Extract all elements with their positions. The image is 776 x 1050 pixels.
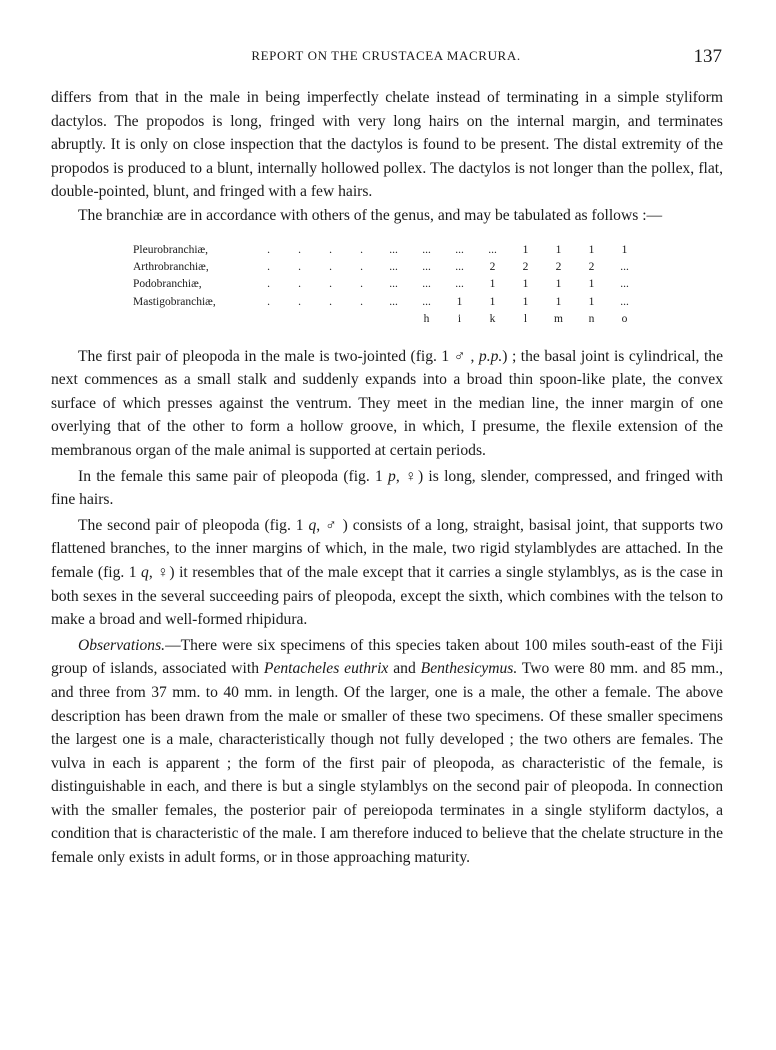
branchiae-table	[133, 242, 641, 329]
leader-dot: .	[329, 260, 332, 273]
branchiae-row-label: Mastigobranchiæ,	[133, 295, 216, 308]
leader-dot: .	[298, 295, 301, 308]
genus-name: Benthesicymus.	[420, 660, 518, 678]
branchiae-cell: 1	[489, 295, 496, 308]
column-letter: l	[523, 313, 528, 326]
column-letter: i	[457, 313, 462, 326]
empty-cell	[284, 311, 315, 328]
page-header	[50, 46, 722, 68]
leader-dot: .	[267, 278, 270, 291]
species-name: Pentacheles euthrix	[263, 660, 389, 678]
branchiae-cell: ...	[422, 278, 431, 291]
column-letter-row	[133, 311, 641, 328]
branchiae-cell: 1	[621, 243, 628, 256]
text-run: The second pair of pleopoda (fig. 1	[78, 516, 309, 534]
paragraph-second-pleopoda	[51, 514, 723, 632]
leader-dot: .	[329, 243, 332, 256]
empty-cell	[133, 311, 253, 328]
branchiae-cell: 1	[522, 278, 529, 291]
branchiae-cell: ...	[455, 243, 464, 256]
figure-ref: q	[308, 516, 317, 534]
section-heading-observations: Observations.	[78, 636, 166, 654]
branchiae-cell: ...	[422, 295, 431, 308]
branchiae-cell: 2	[555, 260, 562, 273]
branchiae-cell: 1	[588, 278, 595, 291]
paragraph-first-pleopoda	[51, 345, 723, 463]
column-letter: k	[489, 313, 496, 326]
text-run: , ♀) is long, slender, compressed, and fringed with fine hairs.	[51, 467, 723, 509]
empty-cell	[315, 311, 346, 328]
text-run: The first pair of pleopoda in the male is two-jointed (fig. 1 ♂ ,	[78, 347, 479, 365]
column-letter: m	[554, 313, 563, 326]
column-letter: n	[588, 313, 595, 326]
branchiae-cell: 1	[489, 278, 496, 291]
leader-dot: .	[298, 278, 301, 291]
branchiae-row	[133, 276, 641, 293]
leader-dot: .	[267, 243, 270, 256]
branchiae-table-container	[51, 242, 723, 329]
text-run: and	[388, 660, 421, 678]
branchiae-row	[133, 294, 641, 311]
branchiae-cell: 1	[555, 243, 562, 256]
branchiae-row	[133, 259, 641, 276]
branchiae-cell: 1	[555, 278, 562, 291]
leader-dot: .	[360, 278, 363, 291]
branchiae-cell: ...	[620, 260, 629, 273]
figure-ref: p	[388, 467, 396, 485]
figure-ref: q	[141, 563, 149, 581]
branchiae-row	[133, 242, 641, 259]
branchiae-cell: 2	[489, 260, 496, 273]
branchiae-cell: ...	[488, 243, 497, 256]
branchiae-row-label: Arthrobranchiæ,	[133, 260, 209, 273]
paragraph-female-pleopoda	[51, 465, 723, 512]
text-run: Two were 80 mm. and 85 mm., and three from 37 mm. to 40 mm. in length. Of the larger, one is a male, the other a female. The above description has been drawn from the male or smaller of these two specimens. Of these smaller specimens the largest one is a male, characteristically though not fully developed ; the two others are females. The vulva in each is apparent ; the form of the first pair of pleopoda, as characteristic of the female, is distinguishable in each, and there is but a single stylamblys on the second pair of pleopoda. In connection with the smaller females, the posterior pair of pereiopoda terminates in a single styliform dactylos, a condition that is characteristic of the male. I am therefore induced to believe that the chelate structure in the female only exists in adult forms, or in those approaching maturity.	[51, 660, 723, 867]
figure-ref: p.p.	[478, 347, 503, 365]
leader-dot: .	[329, 295, 332, 308]
branchiae-cell: ...	[389, 260, 398, 273]
branchiae-cell: 1	[522, 243, 529, 256]
branchiae-cell: ...	[389, 295, 398, 308]
branchiae-cell: ...	[422, 260, 431, 273]
paragraph-continuation: differs from that in the male in being imperfectly chelate instead of terminating in a simple styliform dactylos. The propodos is long, fringed with very long hairs on the internal margin, and terminates abruptly. It is only on close inspection that the dactylos is found to be present. The distal extremity of the propodos is produced to a blunt, internally hollowed pollex. The dactylos is not longer than the pollex, flat, double-pointed, blunt, and fringed with a few hairs.	[51, 89, 723, 201]
leader-dot: .	[360, 260, 363, 273]
branchiae-cell: 1	[456, 295, 463, 308]
page-number: 137	[693, 46, 722, 67]
leader-dot: .	[298, 260, 301, 273]
text-run: In the female this same pair of pleopoda (fig. 1	[78, 467, 389, 485]
column-letter: o	[621, 313, 628, 326]
paragraph-branchiae-intro: The branchiæ are in accordance with others of the genus, and may be tabulated as follows :—	[78, 206, 663, 224]
branchiae-row-label: Pleurobranchiæ,	[133, 243, 209, 256]
branchiae-cell: ...	[620, 278, 629, 291]
branchiae-cell: 1	[588, 295, 595, 308]
branchiae-cell: 1	[588, 243, 595, 256]
leader-dot: .	[298, 243, 301, 256]
branchiae-cell: ...	[455, 260, 464, 273]
leader-dot: .	[329, 278, 332, 291]
branchiae-cell: ...	[455, 278, 464, 291]
text-run: , ♂ ) consists of a long, straight, basisal joint, that supports two flattened branches, to the inner margins of which, in the male, two rigid stylamblydes are attached. In the female (fig. 1	[51, 516, 724, 581]
empty-cell	[253, 311, 284, 328]
paragraph-observations	[51, 634, 723, 870]
branchiae-row-label: Podobranchiæ,	[133, 278, 202, 291]
column-letter	[377, 311, 410, 328]
running-title: REPORT ON THE CRUSTACEA MACRURA.	[251, 48, 521, 63]
body-text	[51, 86, 723, 870]
empty-cell	[346, 311, 377, 328]
text-run: —There were six specimens of this species taken about 100 miles south-east of the Fiji group of islands, associated with	[51, 636, 723, 678]
branchiae-cell: ...	[389, 278, 398, 291]
branchiae-cell: 2	[588, 260, 595, 273]
branchiae-cell: 1	[522, 295, 529, 308]
branchiae-cell: ...	[389, 243, 398, 256]
branchiae-cell: 1	[555, 295, 562, 308]
leader-dot: .	[267, 260, 270, 273]
text-run: , ♀) it resembles that of the male except that it carries a single stylamblys, as is the case in both sexes in the several succeeding pairs of pleopoda, except the sixth, which combines with the telson to make a broad and well-formed rhipidura.	[51, 563, 723, 629]
branchiae-cell: ...	[620, 295, 629, 308]
text-run: ) ; the basal joint is cylindrical, the next commences as a small stalk and suddenly expands into a broad thin spoon-like plate, the convex surface of which presses against the ventrum. They meet in the median line, the inner margin of one overlying that of the other to form a hollow groove, in which, I presume, the flexile extension of the membranous organ of the male animal is supported at certain periods.	[51, 347, 723, 459]
column-letter: h	[423, 313, 430, 326]
leader-dot: .	[360, 243, 363, 256]
leader-dot: .	[267, 295, 270, 308]
branchiae-cell: 2	[522, 260, 529, 273]
branchiae-cell: ...	[422, 243, 431, 256]
leader-dot: .	[360, 295, 363, 308]
